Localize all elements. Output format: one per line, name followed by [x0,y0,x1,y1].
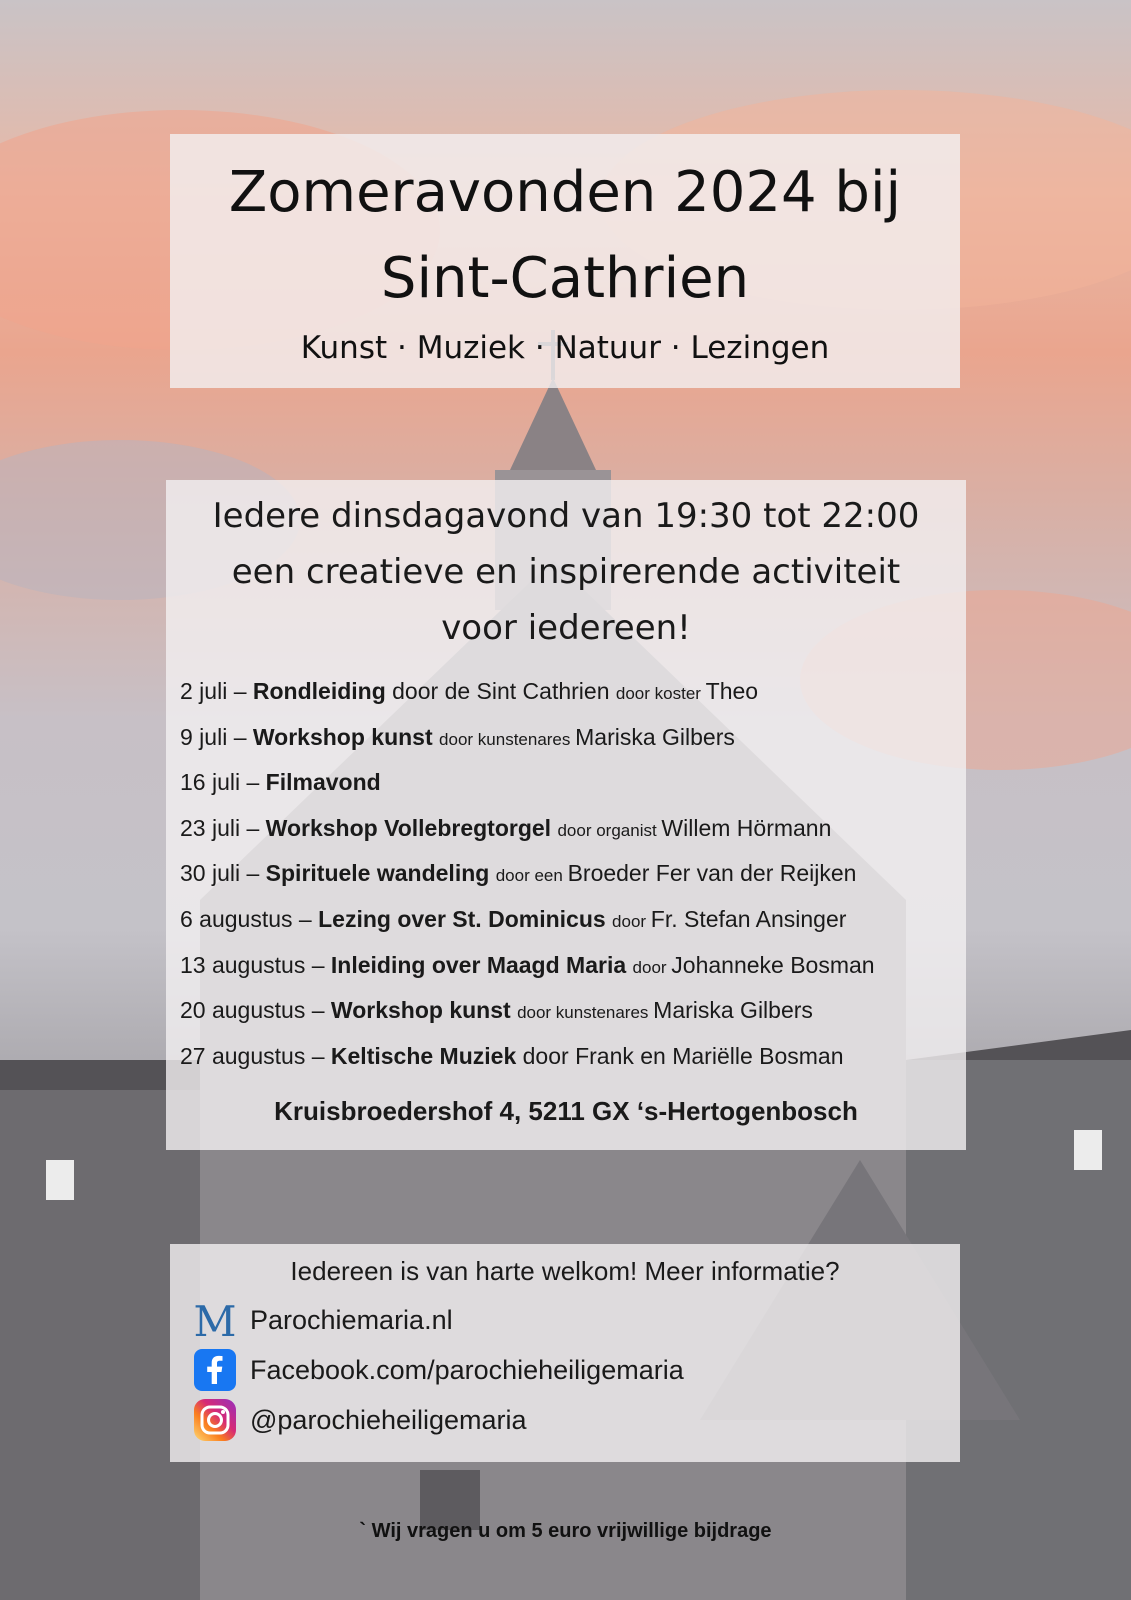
schedule-description: door Frank en Mariëlle Bosman [516,1042,844,1069]
intro-line-3: voor iedereen! [441,608,691,648]
intro-line-2: een creatieve en inspirerende activiteit [231,552,901,592]
schedule-role: door [632,957,672,977]
schedule-role: door kunstenares [517,1003,654,1023]
schedule-role: door [612,911,651,931]
parish-m-logo-icon [192,1297,238,1343]
schedule-item [180,1035,966,1081]
schedule-date: 16 juli – [180,769,266,796]
schedule-date: 23 juli – [180,814,266,841]
schedule-activity: Rondleiding [252,678,386,704]
schedule-role: door organist [557,820,662,840]
venue-address: Kruisbroedershof 4, 5211 GX ‘s-Hertogenbosch [274,1096,858,1126]
contact-links [170,1295,960,1445]
schedule-description: door de Sint Cathrien [385,678,616,704]
schedule-activity: Workshop Vollebregtorgel [265,814,552,841]
instagram-link[interactable] [192,1395,960,1445]
schedule-person: Fr. Stefan Ansinger [650,905,847,932]
schedule-date: 27 augustus – [180,1042,331,1069]
instagram-link-text: @parochieheiligemaria [250,1404,527,1435]
schedule-list [180,670,966,1080]
website-link-text: Parochiemaria.nl [250,1304,453,1335]
schedule-activity: Keltische Muziek [330,1042,517,1069]
schedule-date: 30 juli – [180,860,266,887]
schedule-item [180,898,966,944]
schedule-item [180,852,966,898]
schedule-person: Theo [705,678,759,704]
poster-title-line-1: Zomeravonden 2024 bij [228,160,902,225]
schedule-item [180,944,966,990]
schedule-date: 20 augustus – [180,997,331,1024]
logo-letter: M [193,1300,237,1340]
schedule-person: Broeder Fer van der Reijken [567,860,857,887]
instagram-icon [192,1397,238,1443]
schedule-item [180,716,966,762]
schedule-person: Mariska Gilbers [575,723,735,750]
schedule-activity: Filmavond [265,769,381,796]
schedule-item [180,807,966,853]
schedule-role: door kunstenares [439,729,576,749]
schedule-activity: Workshop kunst [252,723,433,750]
schedule-activity: Workshop kunst [330,997,511,1024]
intro-text [166,488,966,656]
facebook-link-text: Facebook.com/parochieheiligemaria [250,1354,684,1385]
website-link[interactable] [192,1295,960,1345]
contact-panel [170,1244,960,1462]
contribution-note: ` Wij vragen u om 5 euro vrijwillige bijdrage [359,1520,772,1542]
welcome-text: Iedereen is van harte welkom! Meer informatie? [290,1256,840,1286]
intro-line-1: Iedere dinsdagavond van 19:30 tot 22:00 [212,496,920,536]
title-panel [170,134,960,388]
schedule-activity: Spirituele wandeling [265,860,490,887]
schedule-date: 2 juli – [180,678,253,704]
schedule-person: Mariska Gilbers [653,997,813,1024]
schedule-date: 9 juli – [180,723,253,750]
schedule-item [180,670,966,716]
schedule-role: door een [495,866,568,886]
schedule-person: Johanneke Bosman [671,951,875,978]
program-panel [166,480,966,1150]
schedule-person: Willem Hörmann [661,814,832,841]
poster-title-line-2: Sint-Cathrien [380,246,750,311]
schedule-item [180,761,966,807]
poster-subtitle: Kunst · Muziek · Natuur · Lezingen [300,330,830,366]
schedule-role: door koster [615,684,706,703]
facebook-link[interactable] [192,1345,960,1395]
schedule-date: 6 augustus – [180,905,319,932]
schedule-activity: Inleiding over Maagd Maria [330,951,627,978]
facebook-icon [192,1347,238,1393]
schedule-item [180,989,966,1035]
poster-title [170,150,960,322]
schedule-date: 13 augustus – [180,951,331,978]
schedule-activity: Lezing over St. Dominicus [318,905,606,932]
